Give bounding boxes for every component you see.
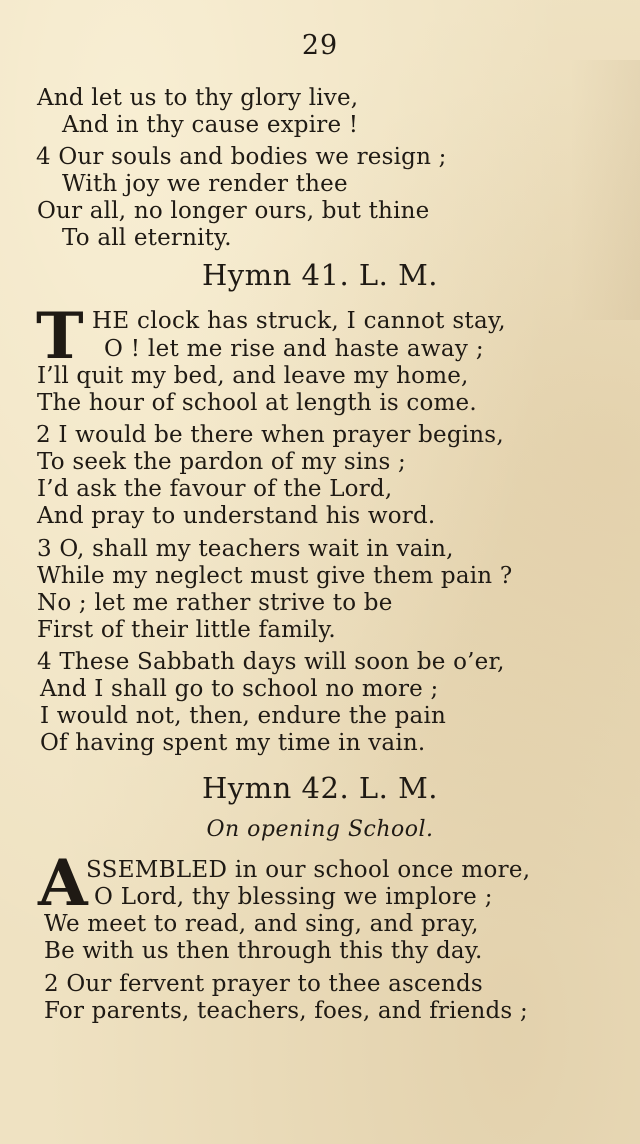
verse-line: O Lord, thy blessing we implore ; (94, 884, 493, 910)
verse-line: 4 These Sabbath days will soon be o’er, (37, 649, 505, 675)
verse-line: SSEMBLED in our school once more, (86, 857, 531, 883)
verse-line: While my neglect must give them pain ? (37, 563, 513, 589)
verse-line: First of their little family. (37, 617, 336, 643)
hymn-42-dropcap: A (38, 846, 88, 921)
verse-line: I’ll quit my bed, and leave my home, (37, 363, 469, 389)
verse-line: I would not, then, endure the pain (40, 703, 447, 729)
verse-line: Be with us then through this thy day. (44, 938, 483, 964)
verse-line: HE clock has struck, I cannot stay, (92, 308, 506, 334)
verse-line: 2 I would be there when prayer begins, (36, 422, 504, 448)
verse-line: With joy we render thee (62, 171, 348, 197)
verse-line: And pray to understand his word. (37, 503, 436, 529)
page-number: 29 (301, 30, 339, 61)
verse-line: 4 Our souls and bodies we resign ; (36, 144, 447, 170)
verse-line: We meet to read, and sing, and pray, (44, 911, 479, 937)
verse-line: And in thy cause expire ! (62, 112, 359, 138)
verse-line: 3 O, shall my teachers wait in vain, (37, 536, 454, 562)
hymn-42-heading: Hymn 42. L. M. (201, 771, 438, 805)
verse-line: And let us to thy glory live, (37, 85, 359, 111)
verse-line: No ; let me rather strive to be (37, 590, 393, 616)
verse-line: Our all, no longer ours, but thine (37, 198, 430, 224)
hymn-41-heading: Hymn 41. L. M. (201, 258, 438, 292)
verse-line: O ! let me rise and haste away ; (104, 336, 484, 362)
verse-line: Of having spent my time in vain. (40, 730, 426, 756)
verse-line: To all eternity. (62, 225, 232, 251)
hymn-42-subtitle: On opening School. (206, 817, 434, 842)
hymn-41-dropcap: T (36, 299, 84, 374)
verse-line: To seek the pardon of my sins ; (37, 449, 406, 475)
verse-line: And I shall go to school no more ; (40, 676, 439, 702)
verse-line: The hour of school at length is come. (37, 390, 477, 416)
verse-line: 2 Our fervent prayer to thee ascends (44, 971, 483, 997)
verse-line: For parents, teachers, foes, and friends ; (44, 998, 528, 1024)
verse-line: I’d ask the favour of the Lord, (37, 476, 393, 502)
